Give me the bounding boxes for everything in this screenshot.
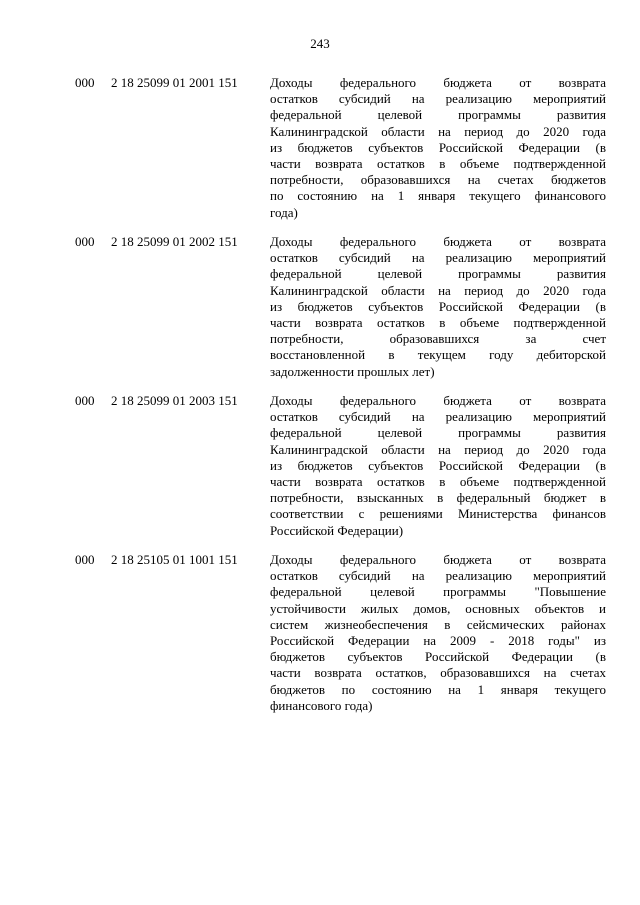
description-line: остатков субсидий на реализацию мероприятий	[270, 250, 606, 266]
budget-classification-code: 2 18 25105 01 1001 151	[111, 552, 238, 567]
budget-classification-code: 2 18 25099 01 2002 151	[111, 234, 238, 249]
description-line: части возврата остатков, образовавшихся на счетах	[270, 665, 606, 681]
table-row	[75, 75, 611, 225]
table-row	[75, 552, 611, 722]
description-line: Доходы федерального бюджета от возврата	[270, 393, 606, 408]
table-row	[75, 234, 611, 384]
description-line: федеральной целевой программы развития	[270, 107, 606, 123]
description-line: остатков субсидий на реализацию мероприятий	[270, 91, 606, 107]
description-line: Доходы федерального бюджета от возврата	[270, 552, 606, 567]
description-line: части возврата остатков в объеме подтвержденной	[270, 474, 606, 490]
description-line: Доходы федерального бюджета от возврата	[270, 75, 606, 90]
description-line: финансового года)	[270, 697, 373, 713]
description-line: Калининградской области на период до 2020 года	[270, 441, 606, 457]
budget-classification-code: 2 18 25099 01 2001 151	[111, 75, 238, 90]
description-line: федеральной целевой программы "Повышение	[270, 584, 606, 600]
admin-code: 000	[75, 552, 95, 567]
budget-code-list	[75, 75, 611, 731]
page-number: 243	[310, 36, 330, 51]
description-line: задолженности прошлых лет)	[270, 363, 435, 379]
description-line: Российской Федерации)	[270, 522, 404, 538]
admin-code: 000	[75, 75, 95, 90]
description-line: из бюджетов субъектов Российской Федерации (в	[270, 139, 606, 155]
description-line: остатков субсидий на реализацию мероприятий	[270, 568, 606, 584]
description-line: федеральной целевой программы развития	[270, 266, 606, 282]
description-line: бюджетов субъектов Российской Федерации (в	[270, 649, 606, 665]
budget-classification-code: 2 18 25099 01 2003 151	[111, 393, 238, 408]
income-description	[270, 75, 606, 221]
description-line: потребности, взысканных в федеральный бюджет в	[270, 490, 606, 506]
income-description	[270, 393, 606, 539]
description-line: потребности, образовавшихся на счетах бюджетов	[270, 172, 606, 188]
description-line: из бюджетов субъектов Российской Федерации (в	[270, 457, 606, 473]
description-line: потребности, образовавшихся за счет	[270, 331, 606, 347]
description-line: Доходы федерального бюджета от возврата	[270, 234, 606, 249]
description-line: из бюджетов субъектов Российской Федерации (в	[270, 298, 606, 314]
description-line: восстановленной в текущем году дебиторской	[270, 347, 606, 363]
description-line: части возврата остатков в объеме подтвержденной	[270, 315, 606, 331]
description-line: федеральной целевой программы развития	[270, 425, 606, 441]
table-row	[75, 393, 611, 543]
description-line: устойчивости жилых домов, основных объектов и	[270, 600, 606, 616]
income-description	[270, 234, 606, 380]
description-line: Калининградской области на период до 2020 года	[270, 123, 606, 139]
description-line: Калининградской области на период до 2020 года	[270, 282, 606, 298]
income-description	[270, 552, 606, 714]
description-line: части возврата остатков в объеме подтвержденной	[270, 156, 606, 172]
description-line: по состоянию на 1 января текущего финансового	[270, 188, 606, 204]
admin-code: 000	[75, 393, 95, 408]
description-line: Российской Федерации на 2009 - 2018 годы" из	[270, 633, 606, 649]
description-line: систем жизнеобеспечения в сейсмических районах	[270, 616, 606, 632]
description-line: бюджетов по состоянию на 1 января текущего	[270, 681, 606, 697]
description-line: соответствии с решениями Министерства финансов	[270, 506, 606, 522]
description-line: остатков субсидий на реализацию мероприятий	[270, 409, 606, 425]
description-line: года)	[270, 204, 298, 220]
admin-code: 000	[75, 234, 95, 249]
